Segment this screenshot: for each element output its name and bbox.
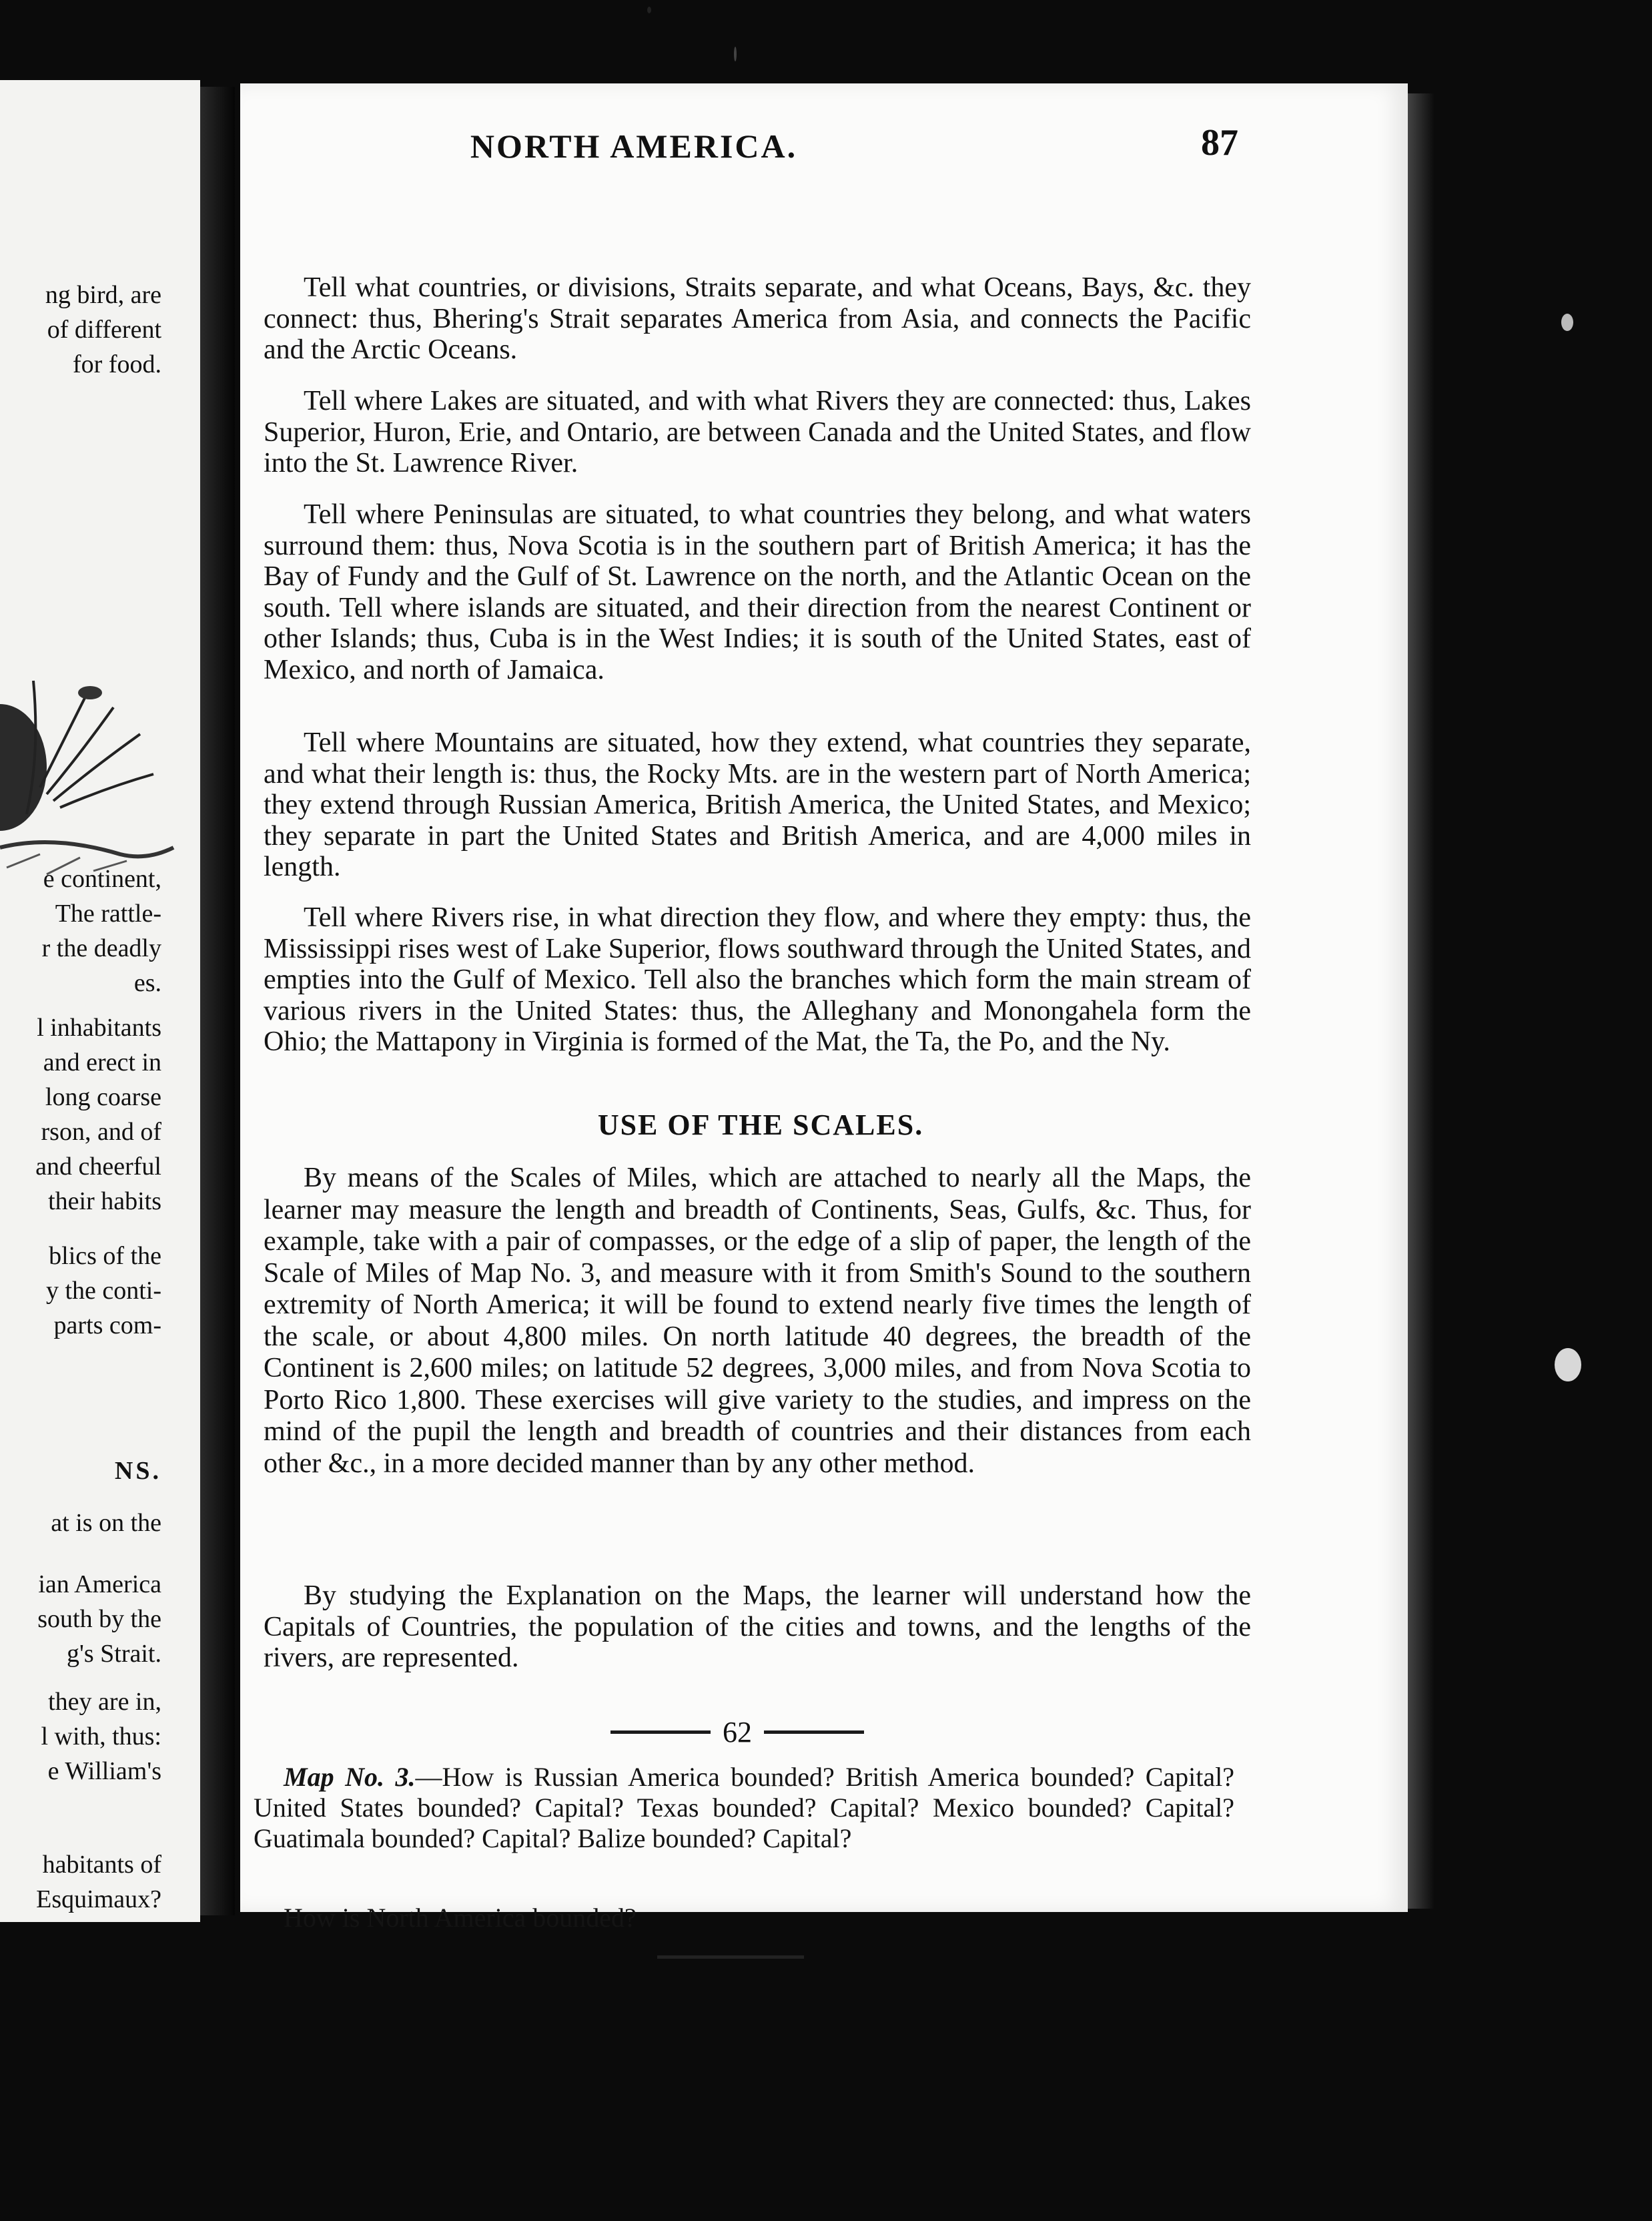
scan-speck bbox=[647, 7, 651, 13]
left-page-line: long coarse bbox=[45, 1083, 161, 1111]
left-page-line: they are in, bbox=[48, 1688, 161, 1716]
lesson-divider bbox=[594, 1715, 881, 1749]
left-page-heading: NS. bbox=[114, 1457, 161, 1485]
paragraph-straits: Tell what countries, or divisions, Straits separate, and what Oceans, Bays, &c. they connect: thus, Bhering's Strait separates America from Asia, and connects the Pacific and the Arctic Oceans. bbox=[264, 272, 1251, 365]
left-page-line: and cheerful bbox=[35, 1153, 161, 1181]
left-page-line: r the deadly bbox=[41, 934, 161, 962]
scan-speck bbox=[734, 47, 737, 61]
paragraph-explanation: By studying the Explanation on the Maps, the learner will understand how the Capitals of Countries, the population of the cities and towns, and the lengths of the rivers, are represented. bbox=[264, 1580, 1251, 1673]
left-page-line: ian America bbox=[38, 1570, 161, 1598]
divider-rule bbox=[610, 1730, 711, 1734]
book-gutter bbox=[200, 87, 235, 1915]
paragraph-rivers: Tell where Rivers rise, in what direction they flow, and where they empty: thus, the Mississippi rises west of Lake Superior, flows southward through the United States, and empties into the Gulf of Mexico. Tell also the branches which form the main stream of various rivers in the United States: thus, the Alleghany and Monongahela form the Ohio; the Mattapony in Virginia is formed of the Mat, the Ta, the Po, and the Ny. bbox=[264, 902, 1251, 1057]
left-page-line: l inhabitants bbox=[37, 1014, 161, 1042]
left-page-line: parts com- bbox=[53, 1311, 161, 1339]
paragraph-lakes: Tell where Lakes are situated, and with what Rivers they are connected: thus, Lakes Superior, Huron, Erie, and Ontario, are between Canada and the United States, and flow into the St. Lawrence River. bbox=[264, 386, 1251, 479]
left-page-line: blics of the bbox=[49, 1242, 161, 1270]
page-number: 87 bbox=[1201, 122, 1238, 164]
running-head: NORTH AMERICA. bbox=[470, 127, 798, 165]
bottom-rule bbox=[657, 1955, 804, 1959]
bird-illustration bbox=[0, 654, 200, 894]
map-label: Map No. 3. bbox=[284, 1762, 416, 1792]
paragraph-scales: By means of the Scales of Miles, which are attached to nearly all the Maps, the learner may measure the length and breadth of Continents, Seas, Gulfs, &c. Thus, for example, take with a pair of compasses, or the edge of a slip of paper, the length of the Scale of Miles of Map No. 3, and measure with it from Smith's Sound to the southern extremity of North America; it will be found to extend nearly five times the length of the scale, or about 4,800 miles. On north latitude 40 degrees, the breadth of the Continent is 2,600 miles; on latitude 52 degrees, 3,000 miles, and from Nova Scotia to Porto Rico 1,800. These exercises will give variety to the studies, and impress on the mind of the pupil the length and breadth of countries and their distances from each other &c., in a more decided manner than by any other method. bbox=[264, 1163, 1251, 1479]
divider-rule bbox=[764, 1730, 864, 1734]
page-edge-shadow bbox=[1408, 93, 1434, 1909]
paragraph-mountains: Tell where Mountains are situated, how they extend, what countries they separate, and what their length is: thus, the Rocky Mts. are in the western part of North America; they extend through Russian America, British America, the United States, and Mexico; they separate in part the United States and British America, and are 4,000 miles in length. bbox=[264, 727, 1251, 882]
left-page-line: Esquimaux? bbox=[36, 1885, 161, 1913]
left-page-line: at is on the bbox=[51, 1509, 161, 1537]
left-page-line: of different bbox=[47, 316, 161, 344]
left-page-line: The rattle- bbox=[55, 900, 161, 928]
scan-speck bbox=[1561, 314, 1573, 331]
left-facing-page bbox=[0, 80, 200, 1922]
left-page-line: es. bbox=[133, 969, 161, 997]
left-page-line: y the conti- bbox=[45, 1277, 161, 1305]
left-page-line: e continent, bbox=[43, 865, 161, 893]
left-page-line: and erect in bbox=[43, 1048, 161, 1076]
map-question-text: —How is Russian America bounded? British America bounded? Capital? United States bounded? Capital? Texas bounded? Capital? Mexico bounded? Capital? Guatimala bounded? Capital? Balize bounded? Capital? bbox=[254, 1762, 1234, 1853]
left-page-line: e William's bbox=[47, 1757, 161, 1785]
left-page-line: south by the bbox=[37, 1605, 161, 1633]
left-page-line: ng bird, are bbox=[45, 281, 161, 309]
closing-question: How is North America bounded? bbox=[284, 1903, 637, 1933]
scan-speck bbox=[1555, 1348, 1581, 1381]
lesson-number: 62 bbox=[723, 1716, 752, 1749]
paragraph-peninsulas: Tell where Peninsulas are situated, to what countries they belong, and what waters surround them: thus, Nova Scotia is in the southern part of British America; it has the Bay of Fundy and the Gulf of St. Lawrence on the north, and the Atlantic Ocean on the south. Tell where islands are situated, and their direction from the nearest Continent or other Islands; thus, Cuba is in the West Indies; it is south of the United States, east of Mexico, and north of Jamaica. bbox=[264, 499, 1251, 685]
left-page-line: habitants of bbox=[42, 1851, 161, 1879]
left-page-line: for food. bbox=[73, 350, 161, 378]
section-heading: USE OF THE SCALES. bbox=[597, 1108, 924, 1141]
left-page-line: rson, and of bbox=[41, 1118, 161, 1146]
left-page-line: their habits bbox=[48, 1187, 161, 1215]
map-question-paragraph bbox=[254, 1762, 1234, 1854]
left-page-line: g's Strait. bbox=[67, 1640, 161, 1668]
left-page-line: l with, thus: bbox=[41, 1722, 161, 1751]
